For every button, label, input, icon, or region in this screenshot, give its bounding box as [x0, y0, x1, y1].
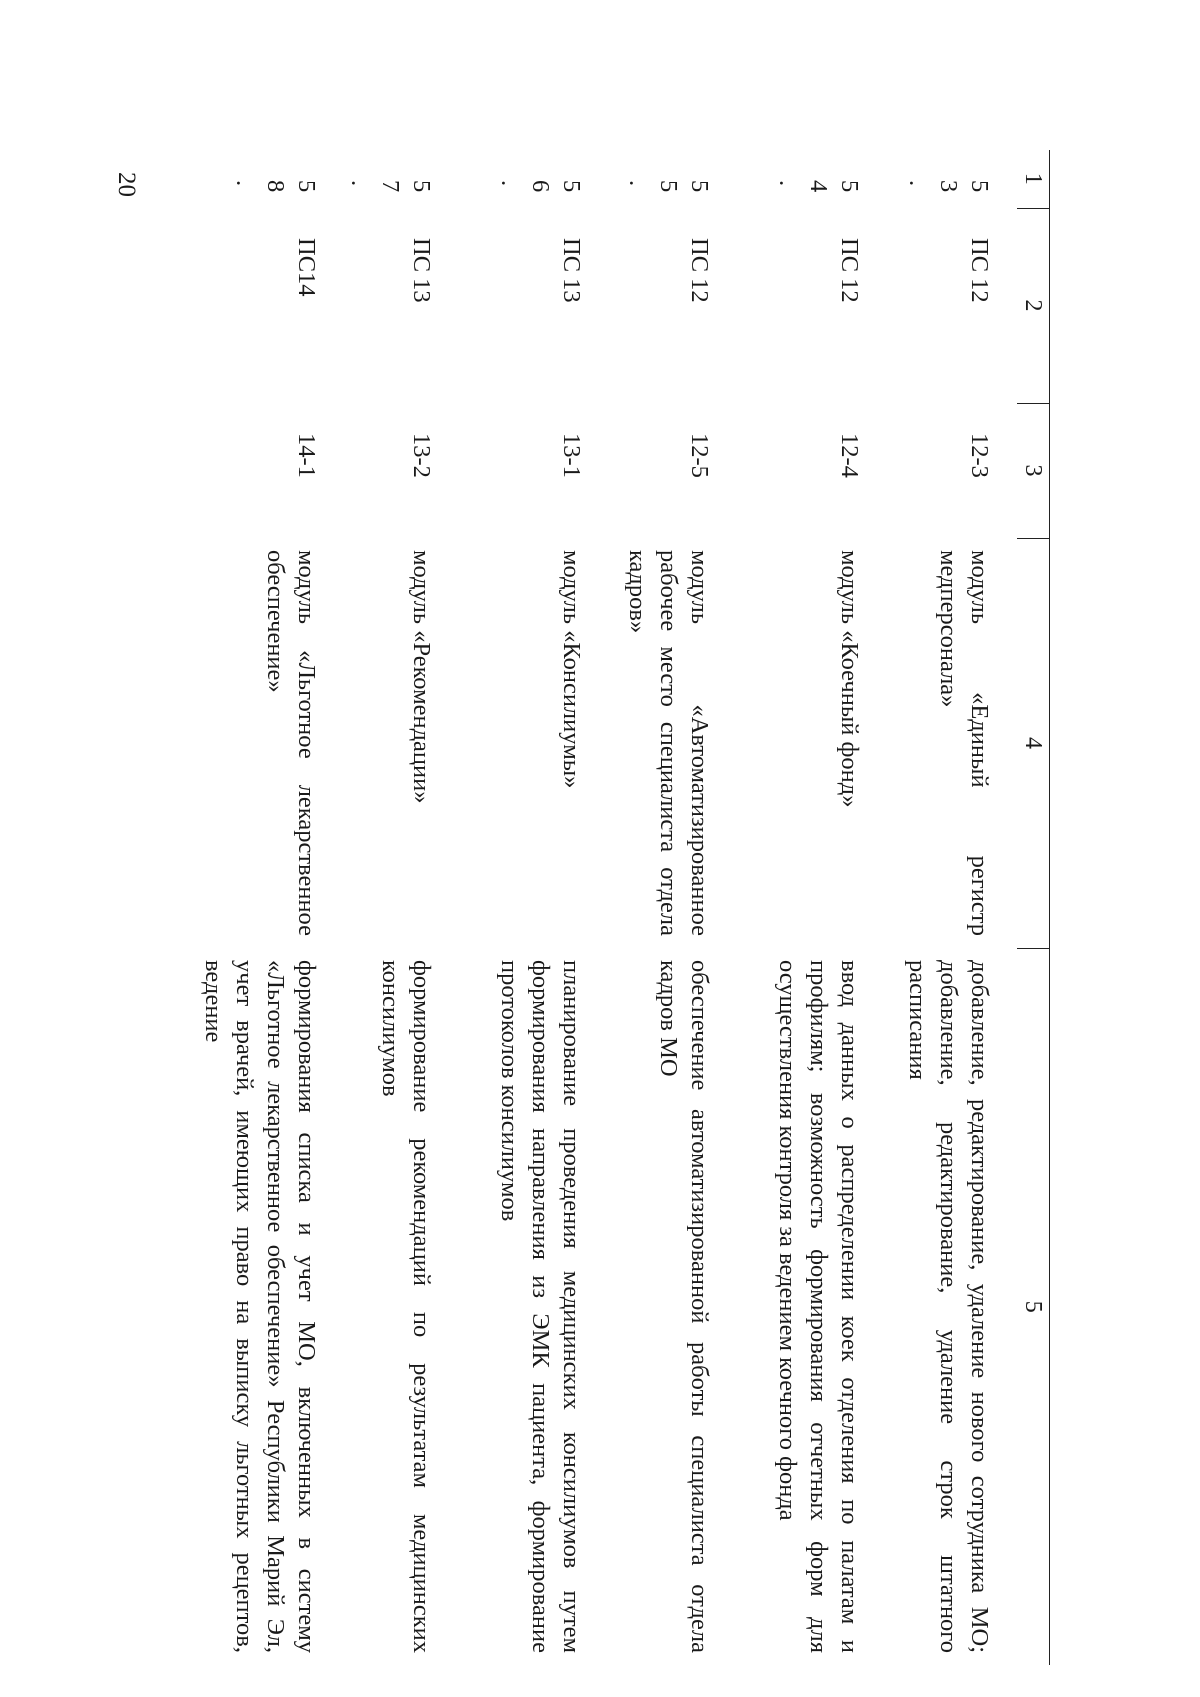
row-number: 57.	[346, 180, 435, 193]
row-system: ПС14	[293, 238, 320, 297]
row-module: модуль «Консилиумы»	[558, 550, 585, 789]
row-number: 54.	[774, 180, 863, 193]
header-col-1: 1	[1017, 150, 1050, 208]
row-module: модуль «Коечный фонд»	[836, 550, 863, 808]
row-system: ПС 13	[558, 238, 585, 303]
row-description: добавление, редактирование, удаление нового сотрудника МО; добавление, редактирование, удаление строк штатного расписания	[904, 960, 993, 1653]
row-system: ПС 12	[686, 238, 713, 303]
row-description: формирования списка и учет МО, включенных в систему «Льготное лекарственное обеспечение» Республики Марий Эл, учет врачей, имеющих право на выписку льготных рецептов, ведение	[200, 960, 320, 1653]
row-code: 12-3	[966, 433, 993, 478]
table-row	[737, 150, 887, 1665]
row-code: 13-1	[558, 433, 585, 478]
row-module: модуль «Льготное лекарственное обеспечение»	[262, 550, 320, 936]
row-description: обеспечение автоматизированной работы специалиста отдела кадров МО	[655, 960, 713, 1653]
row-module: модуль «Автоматизированное рабочее место специалиста отдела кадров»	[624, 550, 713, 936]
row-number: 55.	[624, 180, 713, 193]
header-col-5: 5	[1017, 948, 1050, 1665]
row-description: планирование проведения медицинских консилиумов путем формирования направления из ЭМК пациента, формирование протоколов консилиумов	[496, 960, 585, 1653]
table-header-row	[1017, 150, 1050, 1665]
row-module: модуль «Рекомендации»	[408, 550, 435, 804]
row-system: ПС 13	[408, 238, 435, 303]
table-row	[182, 150, 344, 1665]
header-col-4: 4	[1017, 538, 1050, 948]
row-code: 12-5	[686, 433, 713, 478]
row-code: 12-4	[836, 433, 863, 478]
row-number: 58.	[231, 180, 320, 193]
table-row	[887, 150, 1017, 1665]
header-col-3: 3	[1017, 403, 1050, 538]
row-code: 13-2	[408, 433, 435, 478]
table-row	[344, 150, 459, 1665]
table-row	[609, 150, 737, 1665]
row-system: ПС 12	[836, 238, 863, 303]
row-module: модуль «Единый регистр медперсонала»	[935, 550, 993, 936]
modules-table	[182, 150, 1050, 1665]
header-col-2: 2	[1017, 208, 1050, 403]
row-description: формирование рекомендаций по результатам медицинских консилиумов	[377, 960, 435, 1653]
table-row	[459, 150, 609, 1665]
rotated-table-container	[200, 150, 1050, 1665]
row-code: 14-1	[293, 433, 320, 478]
page-number: 20	[113, 172, 140, 197]
row-number: 53.	[904, 180, 993, 193]
row-description: ввод данных о распределении коек отделения по палатам и профилям; возможность формирования отчетных форм для осуществления контроля за ведением коечного фонда	[774, 960, 863, 1653]
row-system: ПС 12	[966, 238, 993, 303]
row-number: 56.	[496, 180, 585, 193]
